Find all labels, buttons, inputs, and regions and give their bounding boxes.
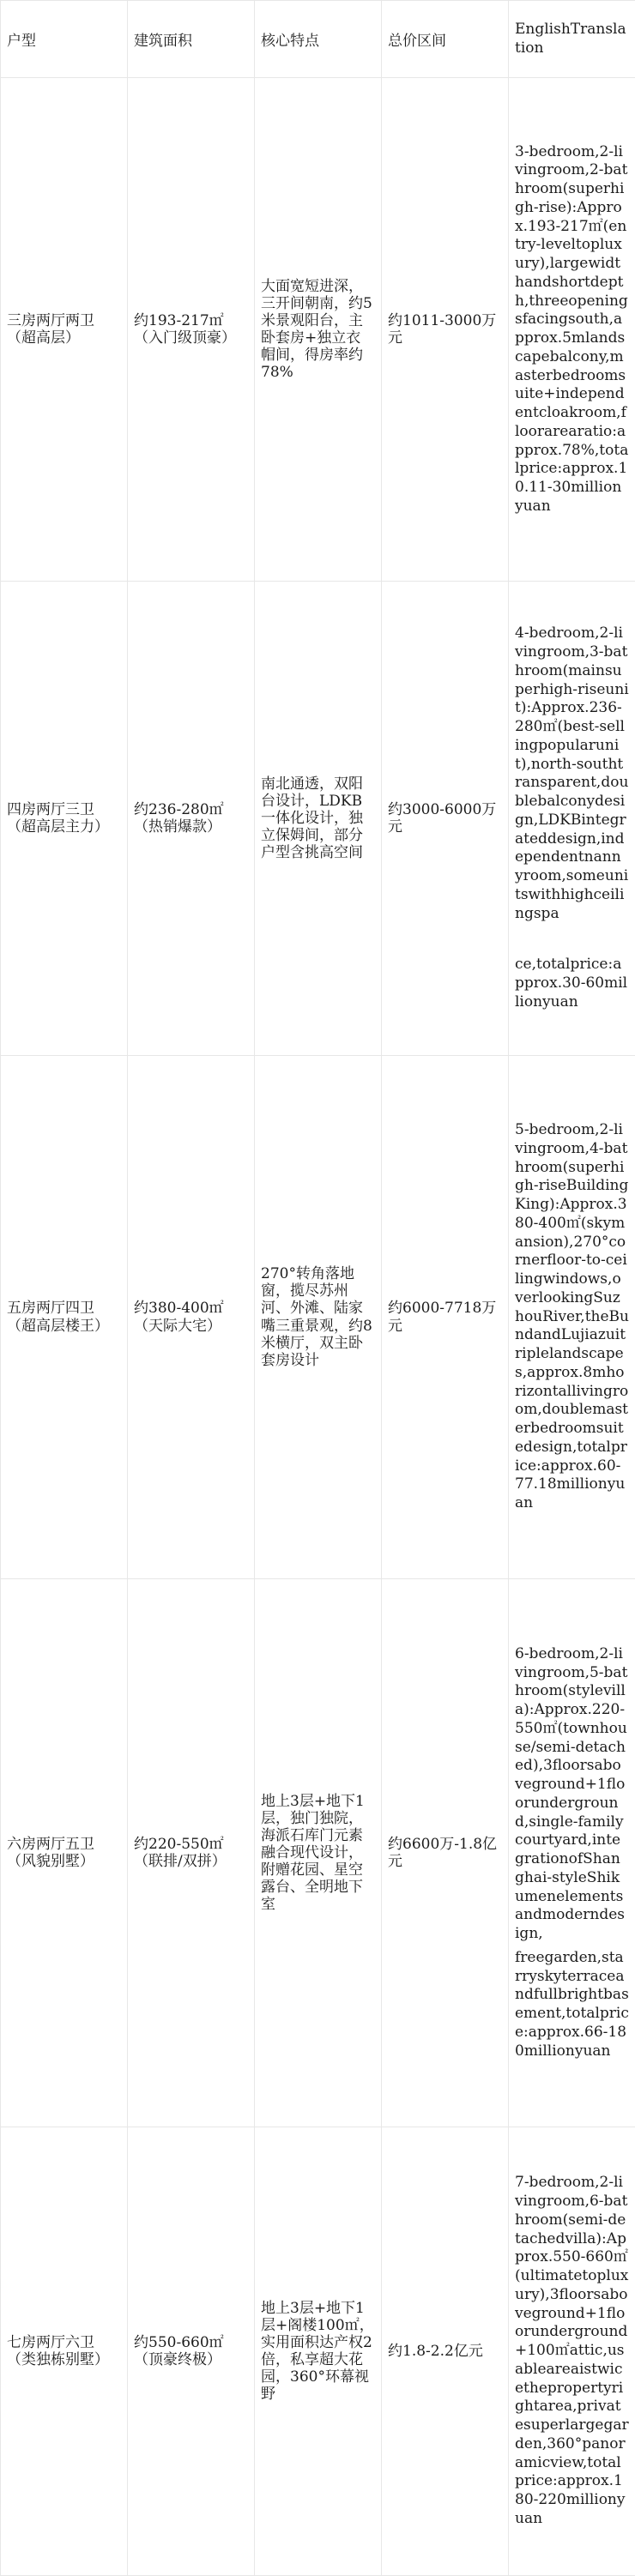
english-paragraph: 5-bedroom,2-livingroom,4-bathroom(superhigh-riseBuildingKing):Approx.380-400㎡(skymansion),270°cornerfloor-to-ceilingwindows,overlookingSuzhouRiver,theBundandLujiazuitriplelandscapes,approx.8mhorizontallivingroom,doublemasterbedroomsuitedesign,totalprice:approx.60-77.18millionyuan bbox=[515, 1121, 629, 1513]
column-header-price-range: 总价区间 bbox=[382, 1, 509, 78]
english-paragraph: ce,totalprice:approx.30-60millionyuan bbox=[515, 956, 629, 1011]
english-paragraph: 3-bedroom,2-livingroom,2-bathroom(superhigh-rise):Approx.193-217㎡(entry-leveltopluxury),largewidthandshortdepth,threeopeningsfacingsouth,approx.5mlandscapebalcony,masterbedroomsuite+independentcloakroom,floorarearatio:approx.78%,totalprice:approx.10.11-30millionyuan bbox=[515, 143, 629, 516]
cell-price-range: 约3000-6000万元 bbox=[382, 582, 509, 1056]
cell-price-range: 约6000-7718万元 bbox=[382, 1056, 509, 1579]
cell-area: 约236-280㎡（热销爆款） bbox=[128, 582, 255, 1056]
table-header-row bbox=[1, 1, 635, 78]
column-header-features: 核心特点 bbox=[255, 1, 382, 78]
english-paragraph: 6-bedroom,2-livingroom,5-bathroom(stylevilla):Approx.220-550㎡(townhouse/semi-detached),3floorsaboveground+1floorunderground,single-familycourtyard,integrationofShanghai-styleShikumenelementsandmoderndesign, bbox=[515, 1645, 629, 1944]
cell-price-range: 约1.8-2.2亿元 bbox=[382, 2127, 509, 2576]
english-paragraph: 4-bedroom,2-livingroom,3-bathroom(mainsuperhigh-riseunit):Approx.236-280㎡(best-sellingpopularunit),north-southtransparent,doublebalconydesign,LDKBintegrateddesign,independentnannyroom,someunitswithhighceilingspa bbox=[515, 624, 629, 923]
cell-unit-type: 七房两厅六卫（类独栋别墅） bbox=[1, 2127, 128, 2576]
table-row bbox=[1, 78, 635, 582]
cell-features: 南北通透，双阳台设计，LDKB一体化设计，独立保姆间，部分户型含挑高空间 bbox=[255, 582, 382, 1056]
cell-area: 约193-217㎡（入门级顶豪） bbox=[128, 78, 255, 582]
cell-features: 地上3层+地下1层，独门独院，海派石库门元素融合现代设计，附赠花园、星空露台、全明地下室 bbox=[255, 1579, 382, 2127]
cell-unit-type: 六房两厅五卫（风貌别墅） bbox=[1, 1579, 128, 2127]
cell-english-translation bbox=[509, 582, 635, 1056]
cell-price-range: 约1011-3000万元 bbox=[382, 78, 509, 582]
cell-area: 约220-550㎡（联排/双拼） bbox=[128, 1579, 255, 2127]
cell-english-translation bbox=[509, 1579, 635, 2127]
cell-english-translation bbox=[509, 1056, 635, 1579]
cell-area: 约550-660㎡（顶豪终极） bbox=[128, 2127, 255, 2576]
column-header-area: 建筑面积 bbox=[128, 1, 255, 78]
cell-unit-type: 五房两厅四卫（超高层楼王） bbox=[1, 1056, 128, 1579]
table-row bbox=[1, 2127, 635, 2576]
cell-features: 大面宽短进深，三开间朝南，约5米景观阳台，主卧套房+独立衣帽间，得房率约78% bbox=[255, 78, 382, 582]
english-paragraph: 7-bedroom,2-livingroom,6-bathroom(semi-detachedvilla):Approx.550-660㎡(ultimatetopluxury),3floorsaboveground+1floorunderground+100㎡attic,usableareaistwicethepropertyrightarea,privatesuperlargegarden,360°panoramicview,totalprice:approx.180-220millionyuan bbox=[515, 2174, 629, 2528]
cell-price-range: 约6600万-1.8亿元 bbox=[382, 1579, 509, 2127]
cell-unit-type: 四房两厅三卫（超高层主力） bbox=[1, 582, 128, 1056]
table-row bbox=[1, 582, 635, 1056]
cell-unit-type: 三房两厅两卫（超高层） bbox=[1, 78, 128, 582]
cell-area: 约380-400㎡（天际大宅） bbox=[128, 1056, 255, 1579]
cell-english-translation bbox=[509, 78, 635, 582]
cell-features: 270°转角落地窗，揽尽苏州河、外滩、陆家嘴三重景观，约8米横厅，双主卧套房设计 bbox=[255, 1056, 382, 1579]
table-row bbox=[1, 1579, 635, 2127]
column-header-unit-type: 户型 bbox=[1, 1, 128, 78]
cell-features: 地上3层+地下1层+阁楼100㎡，实用面积达产权2倍，私享超大花园，360°环幕视野 bbox=[255, 2127, 382, 2576]
cell-english-translation bbox=[509, 2127, 635, 2576]
english-paragraph: freegarden,starryskyterraceandfullbrightbasement,totalprice:approx.66-180millionyuan bbox=[515, 1949, 629, 2061]
table-row bbox=[1, 1056, 635, 1579]
column-header-english-translation: EnglishTranslation bbox=[509, 1, 635, 78]
